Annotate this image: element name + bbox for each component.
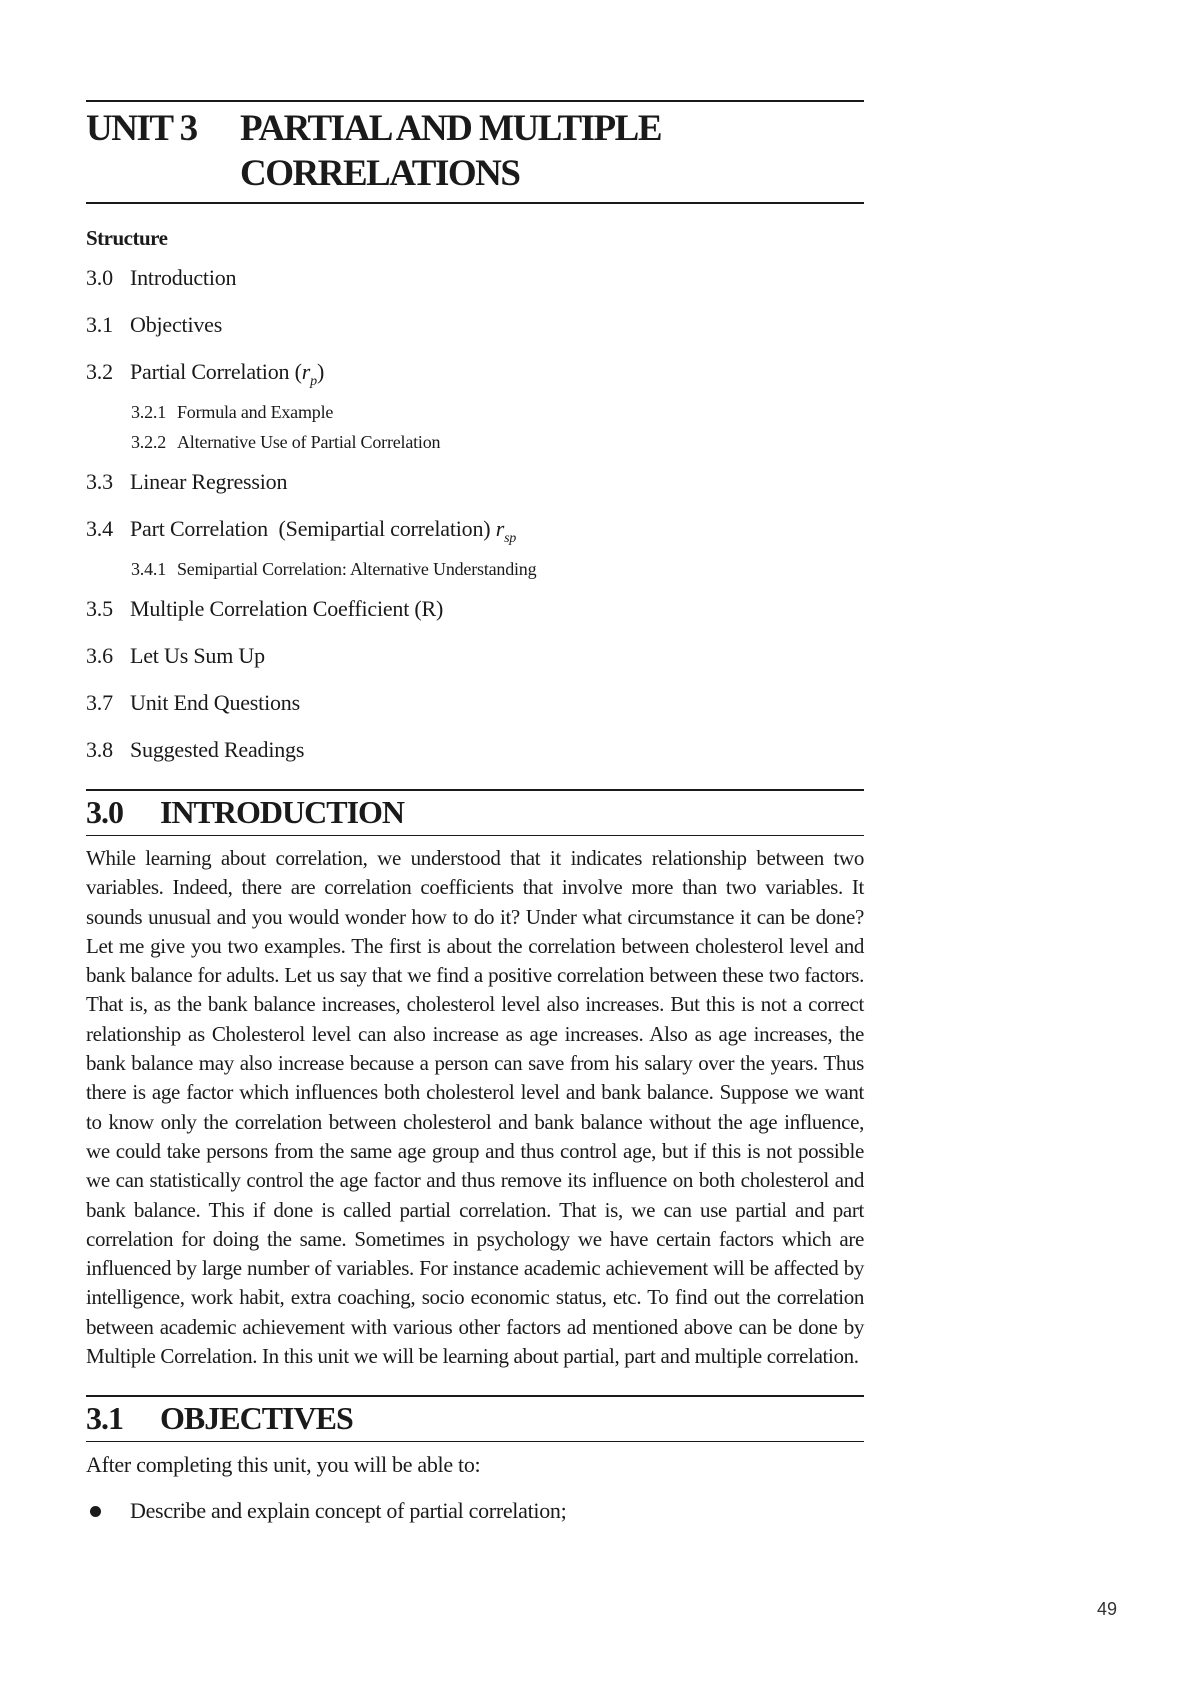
unit-title-line-2: CORRELATIONS (240, 153, 520, 194)
toc-text: Let Us Sum Up (130, 643, 265, 668)
toc-text: Part Correlation (Semipartial correlation) (130, 516, 496, 541)
toc-text: Semipartial Correlation: Alternative Understanding (177, 559, 537, 579)
toc-number: 3.4.1 (131, 559, 167, 579)
section-number: 3.1 (86, 1400, 123, 1437)
toc-item-3-6 (86, 641, 864, 671)
objectives-intro: After completing this unit, you will be able to: (86, 1452, 481, 1478)
unit-title (240, 106, 864, 196)
section-number: 3.0 (86, 794, 123, 830)
section-heading-introduction (86, 791, 864, 835)
toc-item-3-0 (86, 263, 864, 293)
section-heading-objectives (86, 1397, 864, 1441)
toc-number: 3.7 (86, 690, 113, 715)
toc-text: Multiple Correlation Coefficient (R) (130, 596, 444, 621)
toc-item-3-1 (86, 310, 864, 340)
section-bottom-rule (86, 1441, 864, 1442)
toc-number: 3.2 (86, 359, 113, 384)
objectives-list (86, 1496, 864, 1526)
toc-number: 3.5 (86, 596, 113, 621)
list-item (86, 1496, 864, 1526)
page-number: 49 (1097, 1599, 1118, 1619)
section-title: OBJECTIVES (160, 1400, 353, 1437)
toc-text-with-symbol (130, 514, 516, 554)
unit-header (86, 102, 864, 202)
unit-label: UNIT 3 (86, 108, 197, 149)
toc-number: 3.1 (86, 312, 113, 337)
toc-number: 3.2.1 (131, 402, 167, 422)
toc-item-3-2 (86, 357, 864, 397)
toc-number: 3.3 (86, 469, 113, 494)
toc-number: 3.0 (86, 265, 113, 290)
toc-text: Unit End Questions (130, 690, 300, 715)
toc-text: Objectives (130, 312, 223, 337)
toc-number: 3.8 (86, 737, 113, 762)
toc-text: Introduction (130, 265, 237, 290)
page-content (86, 100, 864, 1526)
objectives-section (86, 1395, 864, 1526)
unit-title-line-1: PARTIAL AND MULTIPLE (240, 108, 662, 149)
toc-item-3-4-1 (86, 554, 864, 584)
toc-item-3-4 (86, 514, 864, 554)
bullet-icon (90, 1506, 101, 1517)
toc-item-3-3 (86, 467, 864, 497)
math-subscript: p (310, 374, 317, 389)
toc-item-3-7 (86, 688, 864, 718)
toc-number: 3.4 (86, 516, 113, 541)
toc-item-3-2-2 (86, 427, 864, 457)
toc-text-with-symbol (130, 357, 324, 397)
list-item-text: Describe and explain concept of partial correlation; (130, 1498, 567, 1524)
toc-text-tail: ) (316, 359, 325, 384)
structure-heading: Structure (86, 226, 168, 250)
toc-text: Formula and Example (177, 402, 334, 422)
header-bottom-rule (86, 202, 864, 204)
toc-number: 3.6 (86, 643, 113, 668)
math-subscript: sp (504, 531, 517, 546)
toc-item-3-5 (86, 594, 864, 624)
section-title: INTRODUCTION (160, 794, 405, 830)
introduction-paragraph: While learning about correlation, we understood that it indicates relationship between two variables. Indeed, there are correlation coefficients that involve more than two variables. It sounds unusual and you would wonder how to do it? Under what circumstance it can be done? Let me give you two examples. The first is about the correlation between cholesterol level and bank balance for adults. Let us say that we find a positive correlation between these two factors. That is, as the bank balance increases, cholesterol level also increases. But this is not a correct relationship as Cholesterol level can also increase as age increases. Also as age increases, the bank balance may also increase because a person can save from his salary over the years. Thus there is age factor which influences both cholesterol level and bank balance. Suppose we want to know only the correlation between cholesterol and bank balance without the age influence, we could take persons from the same age group and thus control age, but if this is not possible we can statistically control the age factor and thus remove its influence on both cholesterol and bank balance. This if done is called partial correlation. That is, we can use partial and part correlation for doing the same. Sometimes in psychology we have certain factors which are influenced by large number of variables. For instance academic achievement will be affected by intelligence, work habit, extra coaching, socio economic status, etc. To find out the correlation between academic achievement with various other factors ad mentioned above can be done by Multiple Correlation. In this unit we will be learning about partial, part and multiple correlation. (86, 846, 864, 1369)
math-symbol: r (495, 516, 505, 541)
toc-text: Suggested Readings (130, 737, 305, 762)
section-bottom-rule (86, 835, 864, 836)
math-symbol: r (301, 359, 311, 384)
toc-text: Alternative Use of Partial Correlation (177, 432, 441, 452)
table-of-contents (86, 263, 864, 765)
toc-number: 3.2.2 (131, 432, 167, 452)
introduction-section (86, 789, 864, 1371)
toc-text: Linear Regression (130, 469, 288, 494)
toc-text: Partial Correlation ( (130, 359, 302, 384)
toc-item-3-2-1 (86, 397, 864, 427)
toc-item-3-8 (86, 735, 864, 765)
